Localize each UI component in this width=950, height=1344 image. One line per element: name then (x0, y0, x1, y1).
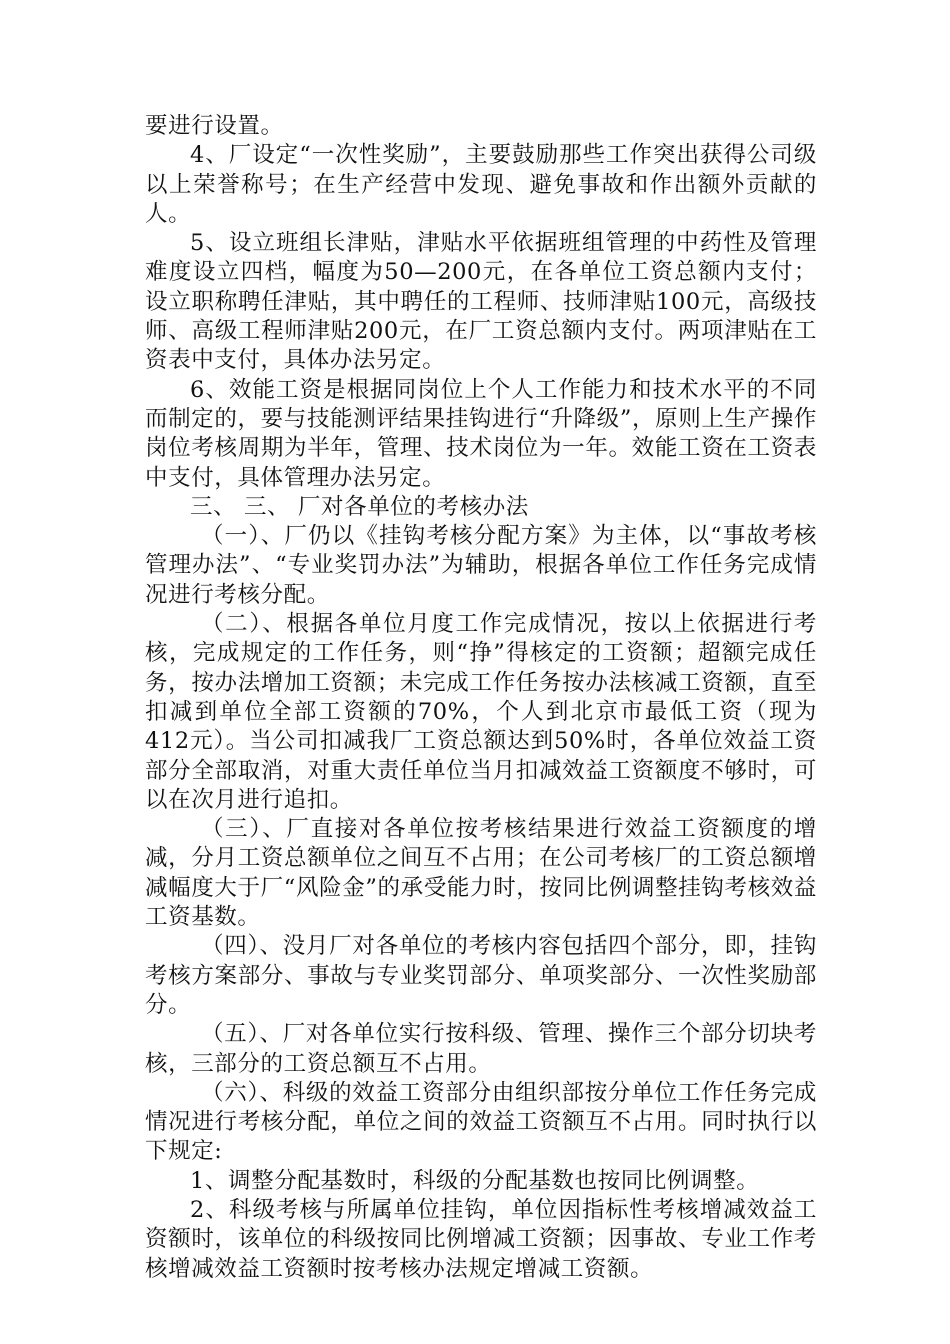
paragraph-item-6: 6、效能工资是根据同岗位上个人工作能力和技术水平的不同而制定的，要与技能测评结果挂钩进行“升降级”，原则上生产操作岗位考核周期为半年，管理、技术岗位为一年。效能工资在工资表中支付，具体管理办法另定。 (145, 376, 817, 491)
paragraph-sub-4: （四）、没月厂对各单位的考核内容包括四个部分，即，挂钩考核方案部分、事故与专业奖罚部分、单项奖部分、一次性奖励部分。 (145, 933, 817, 1018)
paragraph-continuation: 要进行设置。 (145, 113, 284, 139)
paragraph-item-5: 5、设立班组长津贴，津贴水平依据班组管理的中药性及管理难度设立四档，幅度为50—200元，在各单位工资总额内支付；设立职称聘任津贴，其中聘任的工程师、技师津贴100元，高级技师、高级工程师津贴200元，在厂工资总额内支付。两项津贴在工资表中支付，具体办法另定。 (145, 230, 817, 374)
paragraph-sub-3: （三）、厂直接对各单位按考核结果进行效益工资额度的增减，分月工资总额单位之间互不占用；在公司考核厂的工资总额增减幅度大于厂“风险金”的承受能力时，按同比例调整挂钩考核效益工资基数。 (145, 816, 817, 931)
paragraph-sub-2: （二）、根据各单位月度工作完成情况，按以上依据进行考核，完成规定的工作任务，则“挣”得核定的工资额；超额完成任务，按办法增加工资额；未完成工作任务按办法核减工资额，直至扣减到单位全部工资额的70%，个人到北京市最低工资（现为412元）。当公司扣减我厂工资总额达到50%时，各单位效益工资部分全部取消，对重大责任单位当月扣减效益工资额度不够时，可以在次月进行追扣。 (145, 611, 817, 813)
paragraph-sub-1: （一）、厂仍以《挂钩考核分配方案》为主体，以“事故考核管理办法”、“专业奖罚办法”为辅助，根据各单位工作任务完成情况进行考核分配。 (145, 523, 817, 608)
paragraph-sub-5: （五）、厂对各单位实行按科级、管理、操作三个部分切块考核，三部分的工资总额互不占用。 (145, 1021, 817, 1077)
paragraph-item-4: 4、厂设定“一次性奖励”，主要鼓励那些工作突出获得公司级以上荣誉称号；在生产经营中发现、避免事故和作出额外贡献的人。 (145, 142, 817, 227)
paragraph-rule-2: 2、科级考核与所属单位挂钩，单位因指标性考核增减效益工资额时，该单位的科级按同比例增减工资额；因事故、专业工作考核增减效益工资额时按考核办法规定增减工资额。 (145, 1196, 817, 1282)
paragraph-sub-6: （六）、科级的效益工资部分由组织部按分单位工作任务完成情况进行考核分配，单位之间的效益工资额互不占用。同时执行以下规定: (145, 1079, 817, 1165)
section-heading: 三、 三、 厂对各单位的考核办法 (190, 493, 529, 520)
paragraph-rule-1: 1、调整分配基数时，科级的分配基数也按同比例调整。 (190, 1167, 760, 1194)
document-body (145, 112, 817, 1284)
